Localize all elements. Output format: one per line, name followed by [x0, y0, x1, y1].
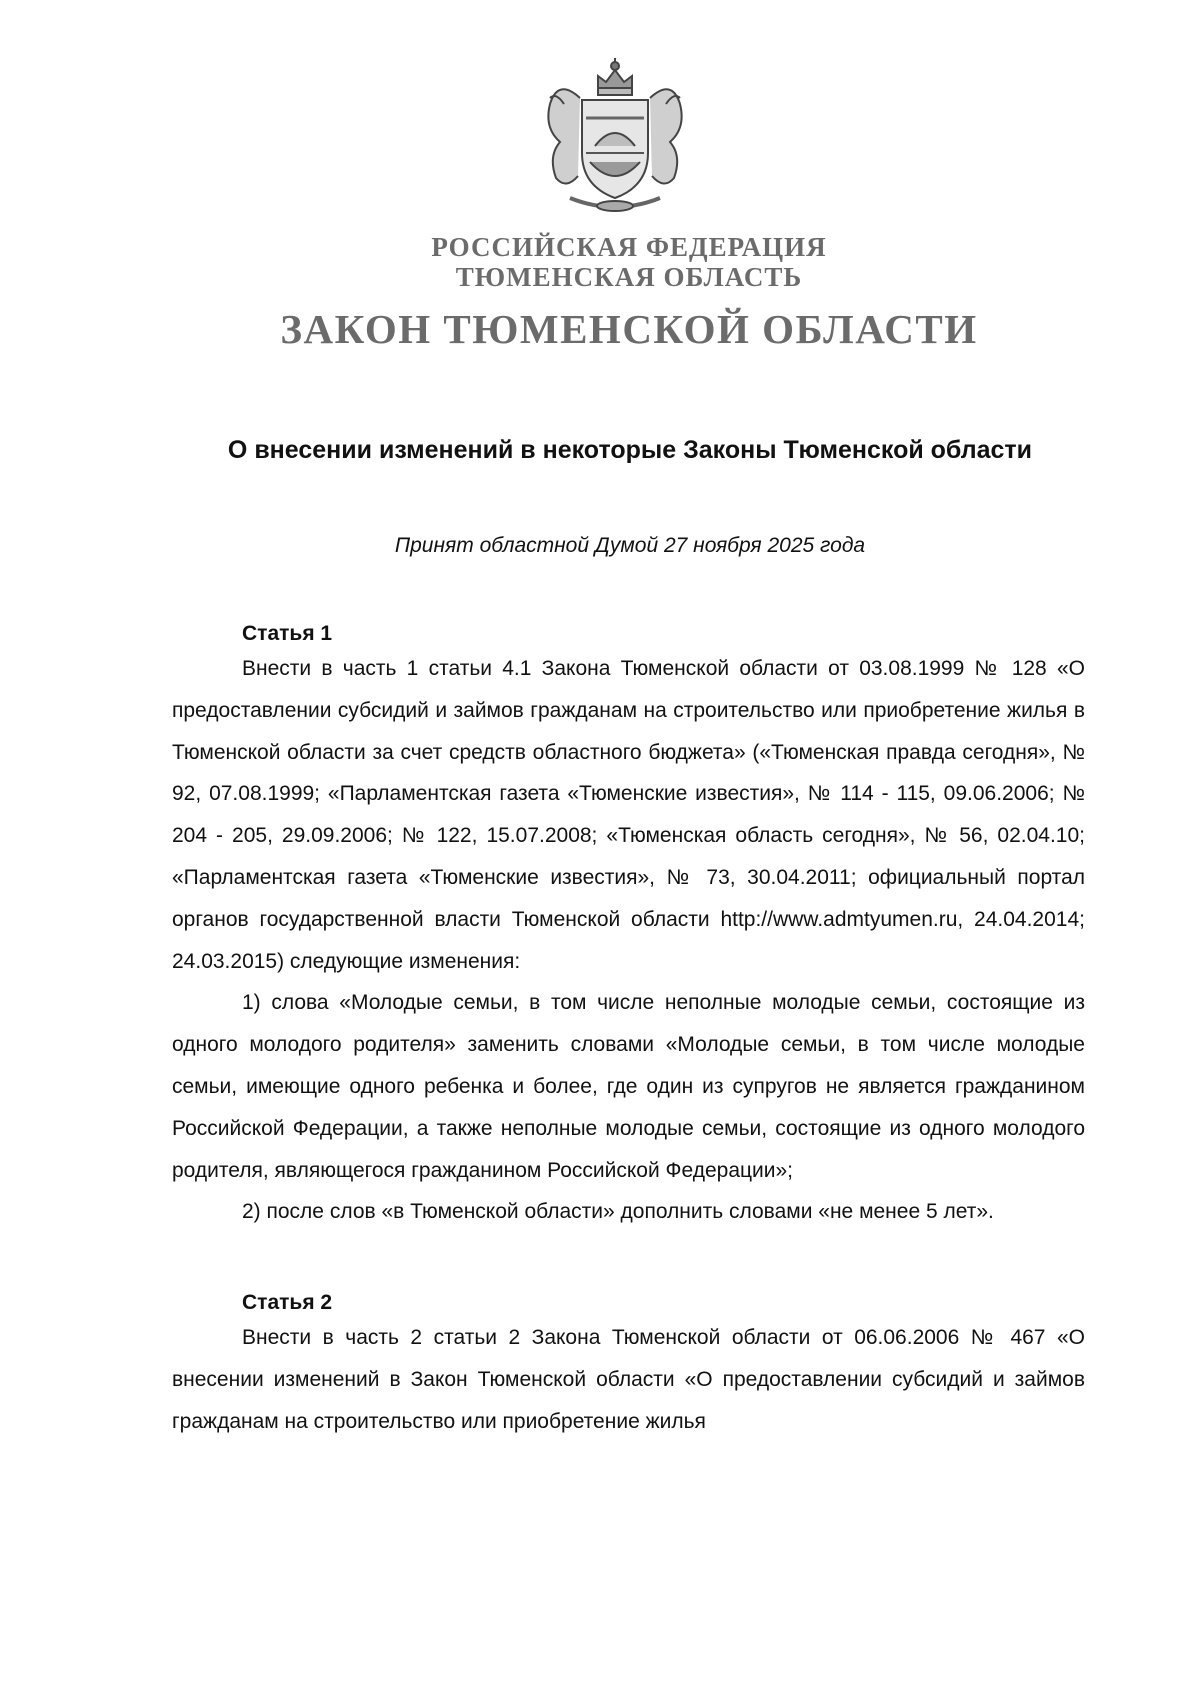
document-title: О внесении изменений в некоторые Законы Тюменской области [227, 436, 1033, 464]
tyumen-coat-of-arms-icon [520, 58, 710, 218]
article-2-heading: Статья 2 [242, 1291, 333, 1315]
article-1-item-2: 2) после слов «в Тюменской области» дополнить словами «не менее 5 лет». [242, 1200, 994, 1224]
document-body [172, 620, 1085, 1443]
header-law-type: ЗАКОН ТЮМЕНСКОЙ ОБЛАСТИ [280, 306, 978, 352]
article-1-paragraph: Внести в часть 1 статьи 4.1 Закона Тюменской области от 03.08.1999 № 128 «О предоставлении субсидий и займов гражданам на строительство или приобретение жилья в Тюменской области за счет средств областного бюджета» («Тюменская правда сегодня», № 92, 07.08.1999; «Парламентская газета «Тюменские известия», № 114 - 115, 09.06.2006; № 204 - 205, 29.09.2006; № 122, 15.07.2008; «Тюменская область сегодня», № 56, 02.04.10; «Парламентская газета «Тюменские известия», № 73, 30.04.2011; официальный портал органов государственной власти Тюменской области http://www.admtyumen.ru, 24.04.2014; 24.03.2015) следующие изменения: [172, 657, 1085, 973]
document-header [0, 232, 1200, 354]
header-region: ТЮМЕНСКАЯ ОБЛАСТЬ [455, 262, 803, 292]
article-2-paragraph: Внести в часть 2 статьи 2 Закона Тюменской области от 06.06.2006 № 467 «О внесении изменений в Закон Тюменской области «О предоставлении субсидий и займов гражданам на строительство или приобретение жилья [172, 1326, 1085, 1433]
header-country: РОССИЙСКАЯ ФЕДЕРАЦИЯ [431, 232, 827, 262]
article-1-item-1: 1) слова «Молодые семьи, в том числе неполные молодые семьи, состоящие из одного молодого родителя» заменить словами «Молодые семьи, в том числе молодые семьи, имеющие одного ребенка и более, где один из супругов не является гражданином Российской Федерации, а также неполные молодые семьи, состоящие из одного молодого родителя, являющегося гражданином Российской Федерации»; [172, 991, 1085, 1182]
adoption-note: Принят областной Думой 27 ноября 2025 года [394, 534, 866, 557]
article-1-heading: Статья 1 [242, 622, 333, 645]
